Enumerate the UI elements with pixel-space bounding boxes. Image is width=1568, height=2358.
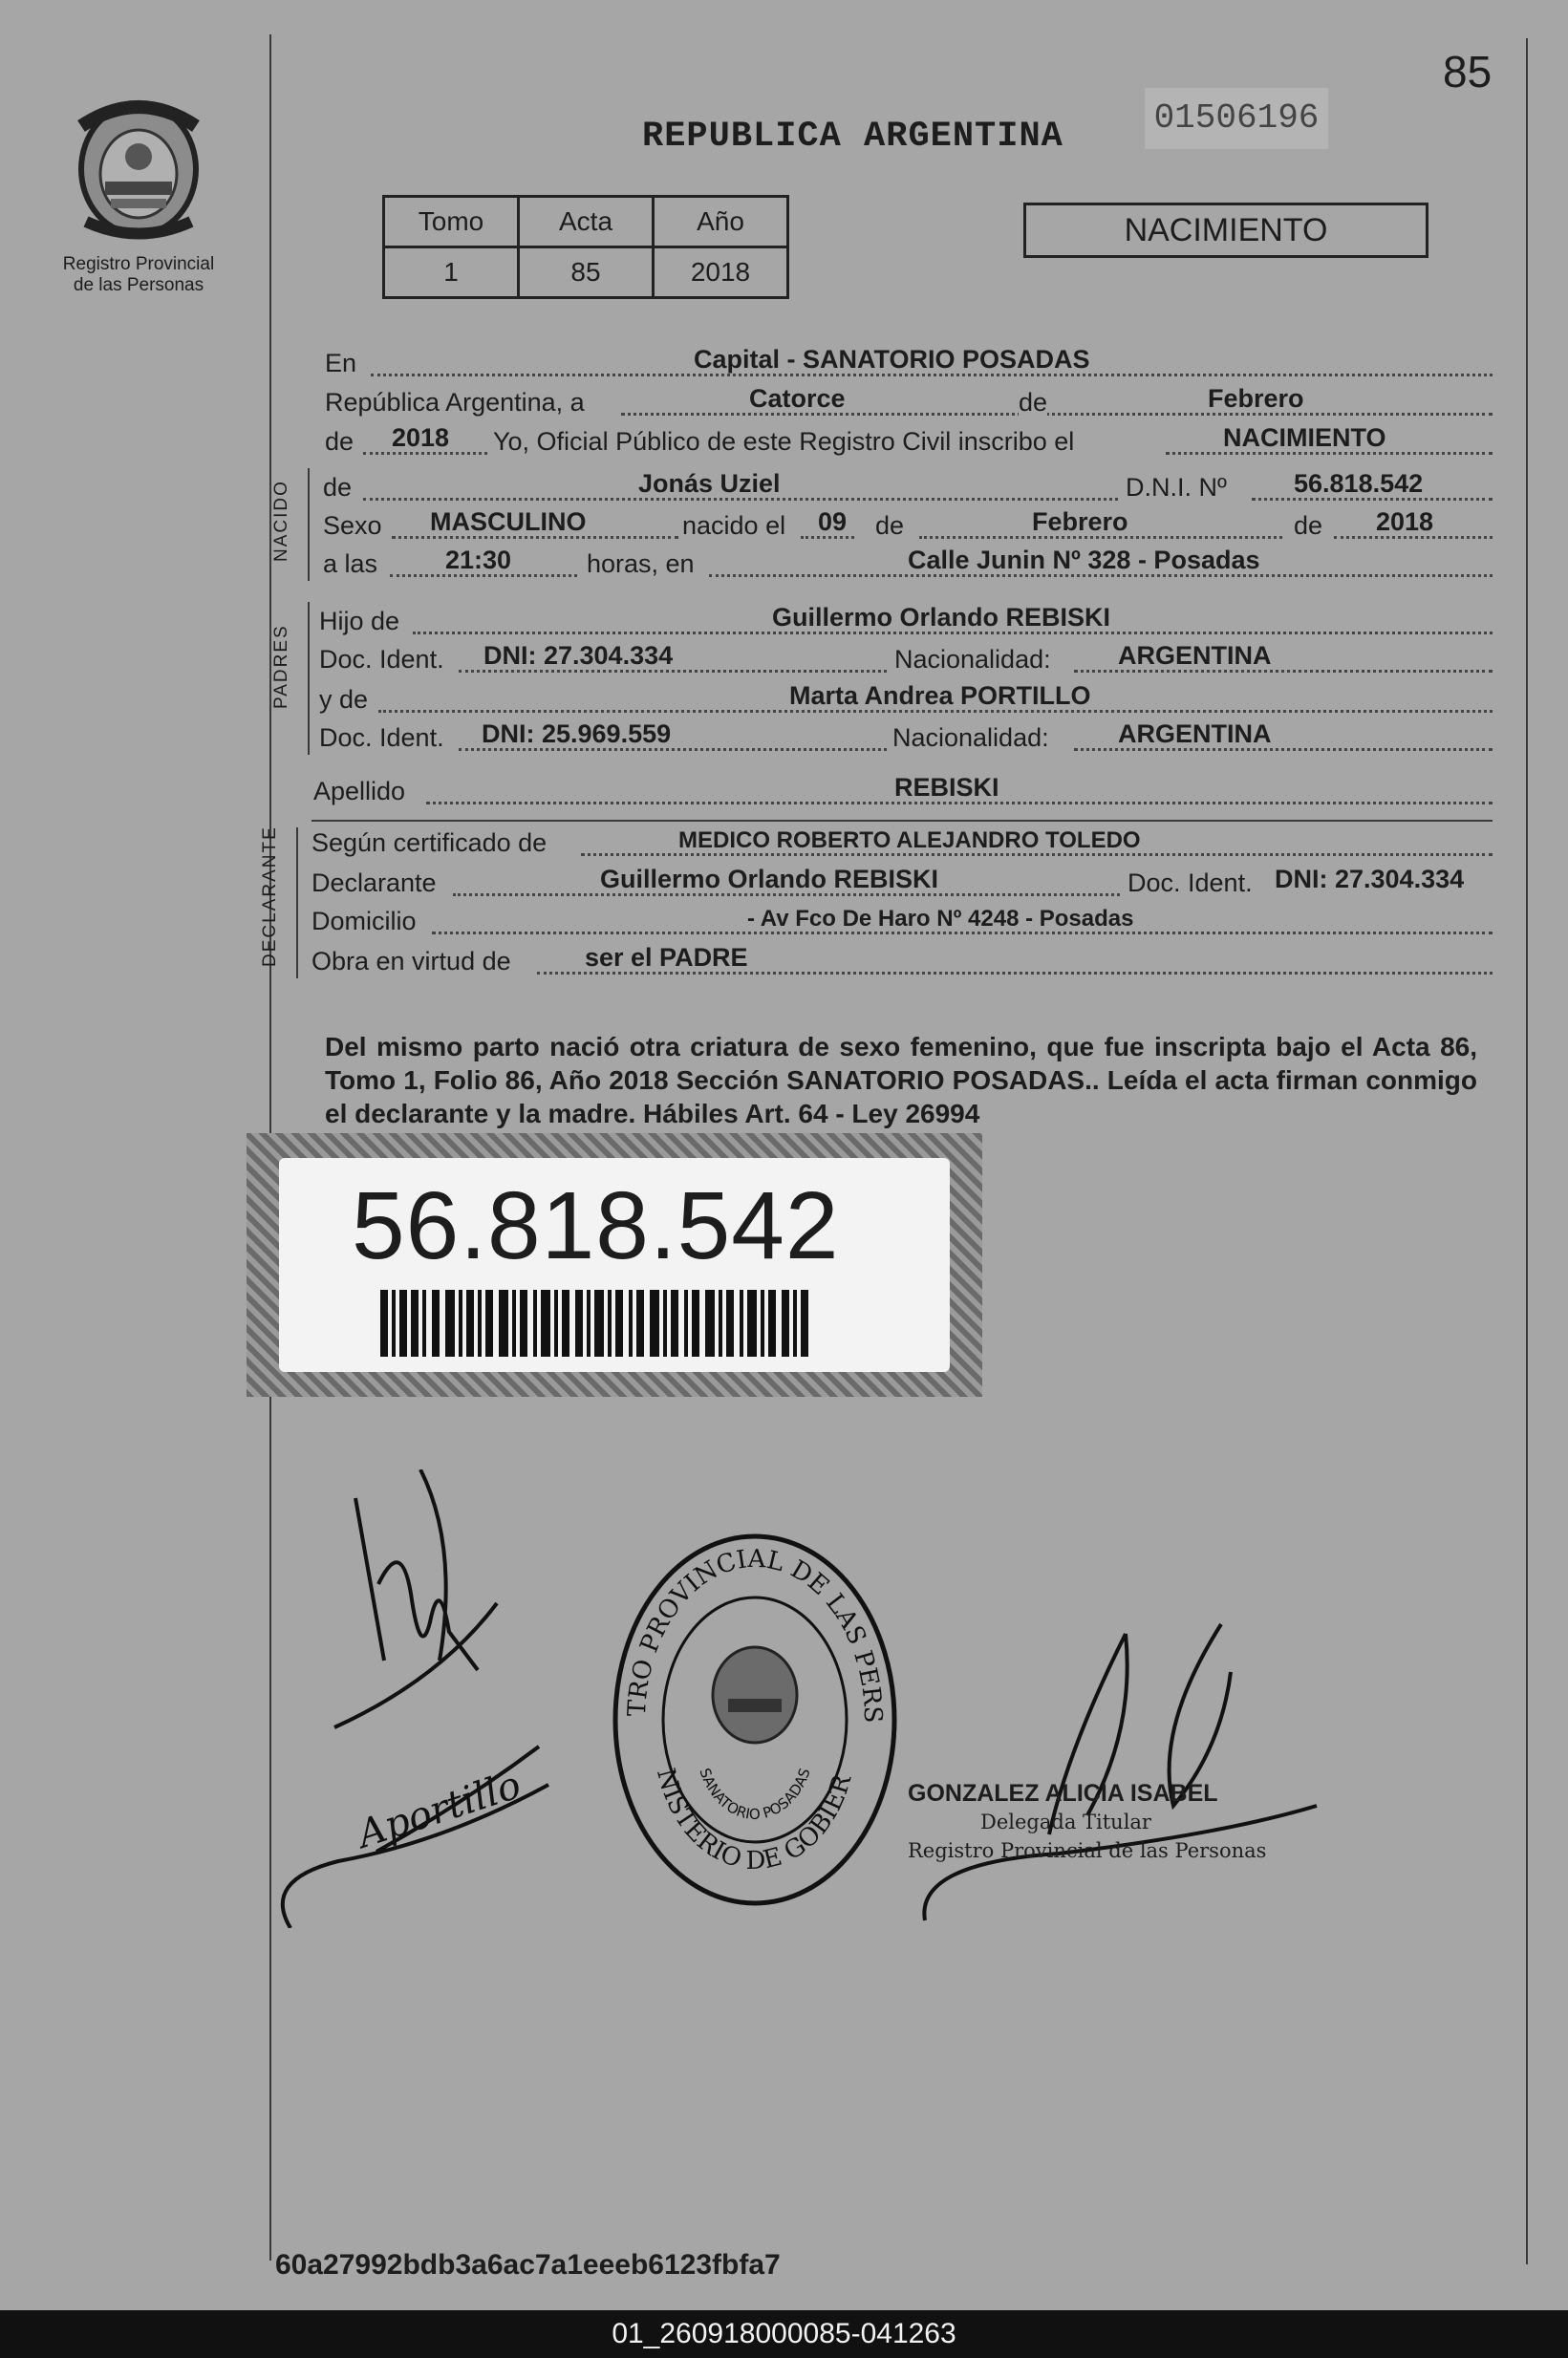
province-logo [67,88,210,250]
father-nationality: ARGENTINA [1118,641,1272,670]
serial-number: 01506196 [1145,88,1328,149]
section-label-declarante: DECLARANTE [260,825,280,967]
official-name: GONZALEZ ALICIA ISABEL [908,1780,1218,1807]
padres-line-1: Hijo de Guillermo Orlando REBISKI [319,602,1493,640]
birth-place: Calle Junin Nº 328 - Posadas [908,546,1260,574]
declarant-doc: DNI: 27.304.334 [1275,865,1465,893]
act-value: NACIMIENTO [1223,423,1386,452]
declarant-name: Guillermo Orlando REBISKI [600,865,939,893]
signature-3 [906,1615,1326,1930]
footer-id: 01_260918000085-041263 [0,2310,1568,2358]
intro-line-3: de 2018 Yo, Oficial Público de este Registro Civil inscribo el NACIMIENTO [325,422,1493,461]
birth-day: 09 [818,507,848,536]
svg-text:MINISTERIO DE GOBIERNO: NISTERIO DE GOBIER [651,1765,858,1876]
sex-value: MASCULINO [430,507,587,536]
dni-number: 56.818.542 [352,1172,840,1279]
certificate-issuer: MEDICO ROBERTO ALEJANDRO TOLEDO [678,827,1141,853]
official-role: Delegada Titular [980,1811,1151,1833]
mother-doc: DNI: 25.969.559 [482,719,672,748]
official-office: Registro Provincial de las Personas [908,1839,1267,1862]
intro-line-2: República Argentina, a Catorce de Febrero [325,383,1493,421]
table-cell: 1 [384,247,519,298]
apellido-line: Apellido REBISKI [313,772,1493,810]
mother-nationality: ARGENTINA [1118,719,1272,748]
intro-line-1: En Capital - SANATORIO POSADAS [325,344,1493,382]
official-block [908,1779,1266,1865]
declarante-line-4: Obra en virtud de ser el PADRE [311,942,1493,980]
barcode [380,1290,816,1357]
nacido-line-3: a las 21:30 horas, en Calle Junin Nº 328 - Posadas [323,545,1493,583]
svg-text:REGISTRO PROVINCIAL DE LAS PER: TRO PROVINCIAL DE LAS PERS [622,1544,888,1724]
year-value: 2018 [392,423,450,452]
place-value: Capital - SANATORIO POSADAS [694,345,1090,374]
registry-table [382,195,789,299]
dni-label [247,1133,982,1397]
child-name: Jonás Uziel [638,469,781,498]
document-title: REPUBLICA ARGENTINA [642,117,1063,157]
birth-time: 21:30 [445,546,512,574]
official-seal [612,1531,898,1909]
capacity-value: ser el PADRE [585,943,748,972]
document-hash: 60a27992bdb3a6ac7a1eeeb6123fbfa7 [275,2249,781,2281]
nacido-line-1: de Jonás Uziel D.N.I. Nº 56.818.542 [323,468,1493,506]
record-type-box: NACIMIENTO [1023,203,1428,258]
note-paragraph: Del mismo parto nació otra criatura de sexo femenino, que fue inscripta bajo el Acta 86, Tomo 1, Folio 86, Año 2018 Sección SANATORIO POSADAS.. Leída el acta firman conmigo el declarante y la madre. Hábiles Art. 64 - Ley 26994 [325,1032,1477,1128]
nacido-line-2: Sexo MASCULINO nacido el 09 de Febrero de 2018 [323,506,1493,545]
declarante-line-2: Declarante Guillermo Orlando REBISKI Doc. Ident. DNI: 27.304.334 [311,865,1465,897]
day-value: Catorce [749,384,846,413]
birth-year: 2018 [1376,507,1434,536]
address-value: - Av Fco De Haro Nº 4248 - Posadas [747,906,1134,932]
padres-line-4: Doc. Ident. DNI: 25.969.559 Nacionalidad: ARGENTINA [319,718,1493,757]
declarante-line-1: Según certificado de MEDICO ROBERTO ALEJANDRO TOLEDO [311,824,1493,862]
surname-value: REBISKI [894,773,999,802]
declarante-line-3: Domicilio - Av Fco De Haro Nº 4248 - Posadas [311,902,1493,940]
table-cell: 85 [519,247,654,298]
month-value: Febrero [1208,384,1304,413]
page-number: 85 [1443,47,1493,96]
child-dni: 56.818.542 [1294,469,1424,498]
birth-month: Febrero [1032,507,1128,536]
table-header: Año [654,197,788,247]
right-margin-line [1526,38,1528,2264]
table-header: Acta [519,197,654,247]
table-header: Tomo [384,197,519,247]
signature-2 [271,1737,558,1928]
section-label-nacido: NACIDO [271,480,291,562]
signature-1 [325,1469,516,1747]
section-label-padres: PADRES [271,624,291,709]
svg-text:SANATORIO POSADAS: SANATORIO POSADAS [696,1766,814,1824]
svg-text:Aportillo: Aportillo [352,1763,526,1857]
table-cell: 2018 [654,247,788,298]
father-doc: DNI: 27.304.334 [483,641,674,670]
padres-line-2: Doc. Ident. DNI: 27.304.334 Nacionalidad: ARGENTINA [319,640,1493,678]
padres-line-3: y de Marta Andrea PORTILLO [319,680,1493,718]
logo-caption: Registro Provincial de las Personas [62,254,215,295]
mother-name: Marta Andrea PORTILLO [789,681,1091,710]
father-name: Guillermo Orlando REBISKI [772,603,1111,632]
